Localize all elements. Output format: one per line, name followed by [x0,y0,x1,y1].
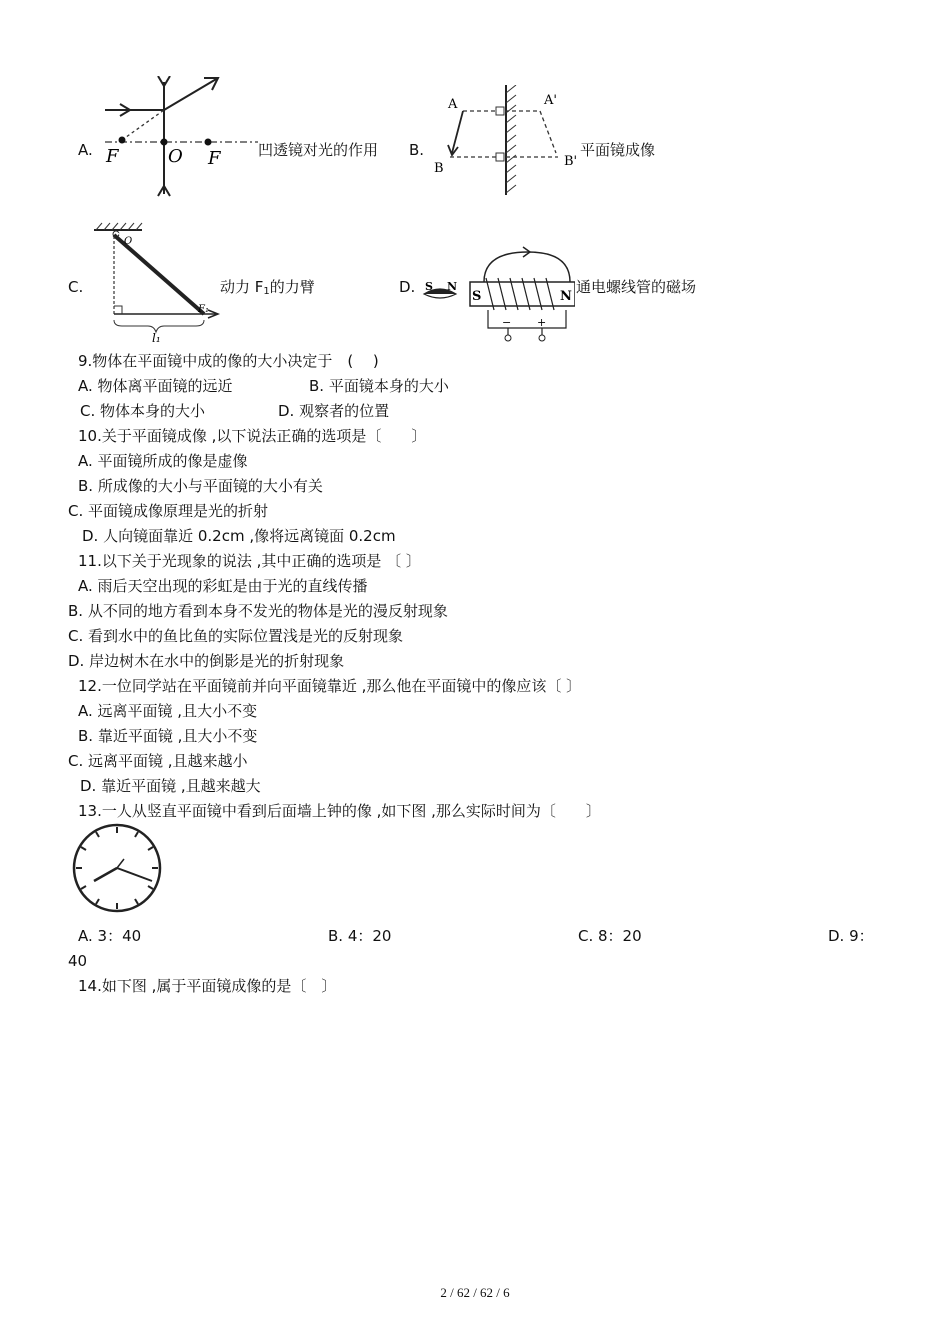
point-a-label: A [448,97,458,112]
q13-option-a[interactable]: A. 3：40 [78,927,142,945]
q10-option-a[interactable]: A. 平面镜所成的像是虚像 [78,452,248,470]
caption-subscript: 1 [263,286,270,297]
q10-stem: 10.关于平面镜成像 ,以下说法正确的选项是〔 〕 [78,427,427,445]
q11-option-c[interactable]: C. 看到水中的鱼比鱼的实际位置浅是光的反射现象 [68,627,404,645]
concave-lens-figure [100,76,260,198]
q14-stem: 14.如下图 ,属于平面镜成像的是〔 〕 [78,977,337,995]
point-b-label: B [434,161,444,176]
battery-minus-label: − [502,316,512,329]
q13-option-b[interactable]: B. 4：20 [328,927,392,945]
q8-option-a-label[interactable]: A. [78,141,93,159]
q12-option-d[interactable]: D. 靠近平面镜 ,且越来越大 [80,777,261,795]
caption-prefix: 动力 F [220,278,264,296]
caption-suffix: 的力臂 [269,278,315,296]
q12-stem: 12.一位同学站在平面镜前并向平面镜靠近 ,那么他在平面镜中的像应该〔 〕 [78,677,582,695]
q12-option-b[interactable]: B. 靠近平面镜 ,且大小不变 [78,727,258,745]
q10-option-b[interactable]: B. 所成像的大小与平面镜的大小有关 [78,477,323,495]
plane-mirror-figure [430,85,580,200]
force-f1-label: F₁ [198,304,209,315]
q8-option-a-caption: 凹透镜对光的作用 [258,141,379,159]
focus-left-label: F [106,146,119,167]
optical-center-label: O [168,146,183,167]
q10-option-d[interactable]: D. 人向镜面靠近 0.2cm ,像将远离镜面 0.2cm [82,527,396,545]
solenoid-n-label: N [560,289,572,304]
q8-option-c-label[interactable]: C. [68,278,84,296]
lever-arm-l1-label: l₁ [152,331,161,342]
q9-option-b[interactable]: B. 平面镜本身的大小 [309,377,449,395]
lever-arm-figure [92,222,222,342]
pivot-o-label: O [124,236,133,247]
clock-figure [68,823,166,913]
q8-option-d-label[interactable]: D. [399,278,416,296]
q9-option-a[interactable]: A. 物体离平面镜的远近 [78,377,233,395]
solenoid-figure [420,244,575,342]
q11-option-d[interactable]: D. 岸边树木在水中的倒影是光的折射现象 [68,652,345,670]
q13-option-d-part2[interactable]: 40 [68,952,88,970]
q9-option-c[interactable]: C. 物体本身的大小 [80,402,206,420]
q11-stem: 11.以下关于光现象的说法 ,其中正确的选项是 〔 〕 [78,552,421,570]
q8-option-b-label[interactable]: B. [409,141,425,159]
q13-option-c[interactable]: C. 8：20 [578,927,642,945]
q8-option-b-caption: 平面镜成像 [580,141,656,159]
battery-plus-label: + [537,316,547,329]
point-b-prime-label: B' [564,154,578,169]
q11-option-a[interactable]: A. 雨后天空出现的彩虹是由于光的直线传播 [78,577,368,595]
q8-option-d-caption: 通电螺线管的磁场 [576,278,697,296]
q9-option-d[interactable]: D. 观察者的位置 [278,402,390,420]
q12-option-a[interactable]: A. 远离平面镜 ,且大小不变 [78,702,258,720]
compass-s-label: S [425,280,433,293]
q9-stem: 9.物体在平面镜中成的像的大小决定于 ( ) [78,352,379,370]
point-a-prime-label: A' [544,93,557,108]
q13-option-d-part1[interactable]: D. 9： [828,927,874,945]
q12-option-c[interactable]: C. 远离平面镜 ,且越来越小 [68,752,248,770]
q10-option-c[interactable]: C. 平面镜成像原理是光的折射 [68,502,269,520]
solenoid-s-label: S [472,289,482,304]
q13-stem: 13.一人从竖直平面镜中看到后面墙上钟的像 ,如下图 ,那么实际时间为〔 〕 [78,802,601,820]
focus-right-label: F [208,148,221,169]
page-number: 2 / 62 / 62 / 6 [440,1285,510,1300]
q8-option-c-caption [220,277,315,302]
q11-option-b[interactable]: B. 从不同的地方看到本身不发光的物体是光的漫反射现象 [68,602,448,620]
compass-n-label: N [447,280,458,293]
